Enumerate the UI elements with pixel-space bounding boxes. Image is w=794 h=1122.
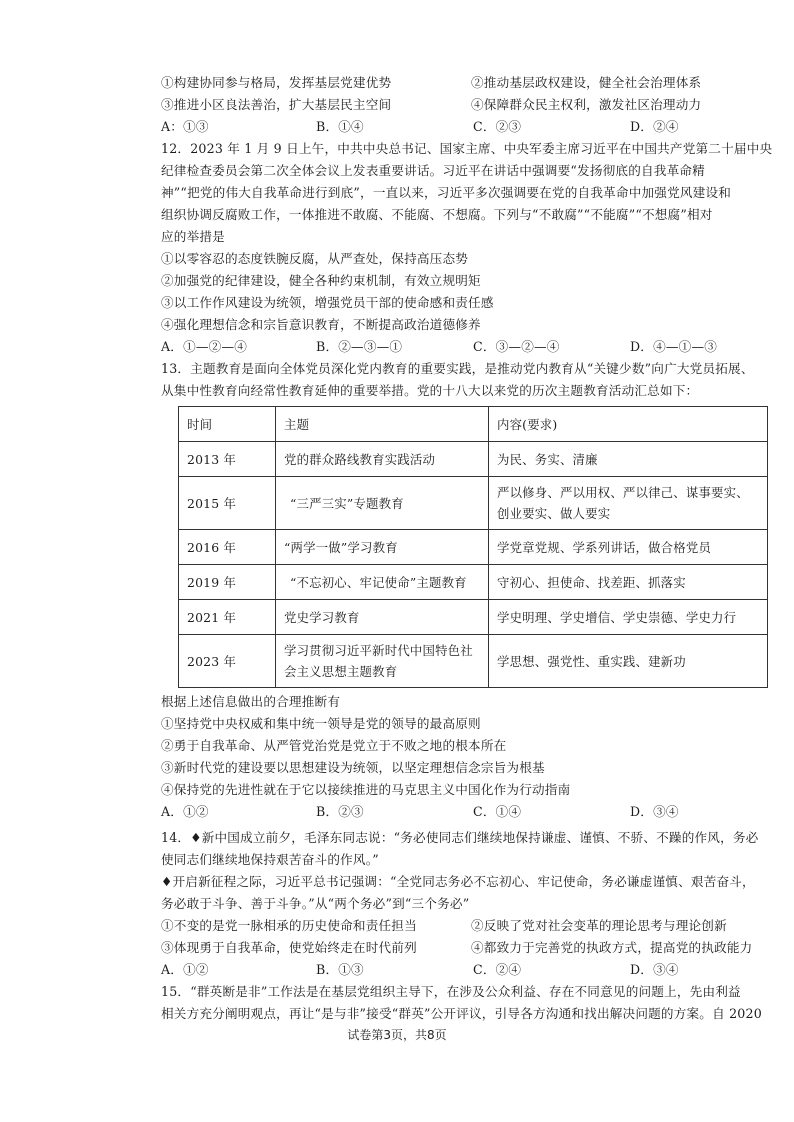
statement: ②加强党的纪律建设，健全各种约束机制，有效立规明矩 [161, 273, 481, 288]
statement-row [161, 915, 773, 937]
option-b: B．②—③—① [316, 339, 403, 354]
cell-time: 2023 年 [179, 635, 276, 688]
question-prompt: 根据上述信息做出的合理推断有 [161, 694, 341, 709]
cell-time: 2015 年 [179, 477, 276, 530]
table-row [179, 442, 768, 477]
cell-content: 学史明理、学史增信、学史崇德、学史力行 [489, 600, 768, 635]
question-stem-line: 务必敢于斗争、善于斗争。”从“两个务必”到“三个务必” [161, 896, 470, 911]
option-c: C．②③ [473, 119, 522, 134]
question-stem-line: ♦开启新征程之际，习近平总书记强调：“全党同志务必不忘初心、牢记使命，务必谦虚谨慎、艰苦奋斗， [161, 874, 755, 889]
question-14 [161, 827, 773, 981]
header-content: 内容(要求) [489, 407, 768, 442]
answer-options [161, 336, 773, 358]
table-row [179, 477, 768, 530]
theme-education-table [178, 406, 768, 688]
table-row [179, 600, 768, 635]
statement: ②推动基层政权建设，健全社会治理体系 [471, 75, 702, 90]
answer-options [161, 801, 773, 823]
statement-row [161, 72, 773, 94]
statement: ③以工作作风建设为统领，增强党员干部的使命感和责任感 [161, 295, 494, 310]
statement: ①以零容忍的态度铁腕反腐，从严查处，保持高压态势 [161, 251, 469, 266]
option-a: A．①—②—④ [161, 339, 248, 354]
table-row [179, 565, 768, 600]
cell-theme: 党史学习教育 [276, 600, 489, 635]
question-stem-line: 15．“群英断是非”工作法是在基层党组织主导下，在涉及公众利益、存在不同意见的问题上，先由利益 [161, 984, 741, 999]
question-stem-line: 相关方充分阐明观点，再让“是与非”接受“群英”公开评议，引导各方沟通和找出解决问题的方案。自 2020 [161, 1006, 762, 1021]
option-b: B．②③ [316, 804, 364, 819]
statement: ③新时代党的建设要以思想建设为统领，以坚定理想信念宗旨为根基 [161, 760, 545, 775]
cell-content: 学党章党规、学系列讲话，做合格党员 [489, 530, 768, 565]
question-stem-line: 应的举措是 [161, 229, 225, 244]
option-c: C．①④ [473, 804, 522, 819]
question-stem-line: 14．♦新中国成立前夕，毛泽东同志说：“务必使同志们继续地保持谦虚、谨慎、不骄、不躁的作风，务必 [161, 830, 759, 845]
header-theme: 主题 [276, 407, 489, 442]
question-12 [161, 138, 773, 358]
question-stem-line: 从集中性教育向经常性教育延伸的重要举措。党的十八大以来党的历次主题教育活动汇总如下： [161, 383, 699, 398]
statement: ④保障群众民主权利，激发社区治理动力 [471, 97, 702, 112]
question-stem-line: 纪律检查委员会第二次全体会议上发表重要讲话。习近平在讲话中强调要“发扬彻底的自我革命精 [161, 163, 705, 178]
option-a: A．①② [161, 962, 209, 977]
option-d: D．②④ [630, 119, 679, 134]
statement: ①不变的是党一脉相承的历史使命和责任担当 [161, 918, 417, 933]
table-row [179, 530, 768, 565]
statement-row [161, 94, 773, 116]
option-d: D．④—①—③ [630, 339, 718, 354]
statement: ①坚持党中央权威和集中统一领导是党的领导的最高原则 [161, 716, 481, 731]
statement: ①构建协同参与格局，发挥基层党建优势 [161, 75, 392, 90]
question-stem-line: 12．2023 年 1 月 9 日上午，中共中央总书记、国家主席、中央军委主席习近平在中国共产党第二十届中央 [161, 141, 773, 156]
question-stem-line: 组织协调反腐败工作，一体推进不敢腐、不能腐、不想腐。下列与“不敢腐”“不能腐”“不想腐”相对 [161, 207, 713, 222]
cell-theme: “两学一做”学习教育 [276, 530, 489, 565]
cell-theme: 学习贯彻习近平新时代中国特色社会主义思想主题教育 [276, 635, 489, 688]
cell-time: 2019 年 [179, 565, 276, 600]
exam-page-content [161, 72, 773, 1025]
answer-options [161, 116, 773, 138]
cell-theme: 党的群众路线教育实践活动 [276, 442, 489, 477]
statement-row [161, 937, 773, 959]
answer-options [161, 959, 773, 981]
question-13 [161, 358, 773, 823]
question-stem-line: 13．主题教育是面向全体党员深化党内教育的重要实践，是推动党内教育从“关键少数”向广大党员拓展、 [161, 361, 754, 376]
statement: ③推进小区良法善治，扩大基层民主空间 [161, 97, 392, 112]
statement: ④都致力于完善党的执政方式，提高党的执政能力 [471, 940, 753, 955]
option-b: B．①③ [316, 962, 364, 977]
statement: ④保持党的先进性就在于它以接续推进的马克思主义中国化作为行动指南 [161, 782, 571, 797]
option-b: B．①④ [316, 119, 364, 134]
table-header-row [179, 407, 768, 442]
option-a: A．①② [161, 804, 209, 819]
option-c: C．③—②—④ [473, 339, 560, 354]
page-footer: 试卷第3页，共8页 [347, 1028, 447, 1042]
statement: ②勇于自我革命、从严管党治党是党立于不败之地的根本所在 [161, 738, 507, 753]
cell-theme: “三严三实”专题教育 [276, 477, 489, 530]
cell-content: 严以修身、严以用权、严以律己、谋事要实、创业要实、做人要实 [489, 477, 768, 530]
option-a: A：①③ [161, 119, 209, 134]
table-row [179, 635, 768, 688]
cell-content: 学思想、强党性、重实践、建新功 [489, 635, 768, 688]
header-time: 时间 [179, 407, 276, 442]
cell-time: 2013 年 [179, 442, 276, 477]
cell-content: 为民、务实、清廉 [489, 442, 768, 477]
question-stem-line: 神”“把党的伟大自我革命进行到底”，一直以来，习近平多次强调要在党的自我革命中加强党风建设和 [161, 185, 732, 200]
statement: ④强化理想信念和宗旨意识教育，不断提高政治道德修养 [161, 317, 481, 332]
question-15 [161, 981, 773, 1025]
question-stem-line: 使同志们继续地保持艰苦奋斗的作风。” [161, 852, 379, 867]
cell-content: 守初心、担使命、找差距、抓落实 [489, 565, 768, 600]
cell-time: 2016 年 [179, 530, 276, 565]
option-c: C．②④ [473, 962, 522, 977]
cell-theme: “不忘初心、牢记使命”主题教育 [276, 565, 489, 600]
question-11-tail [161, 72, 773, 138]
option-d: D．③④ [630, 962, 679, 977]
statement: ③体现勇于自我革命，使党始终走在时代前列 [161, 940, 417, 955]
cell-time: 2021 年 [179, 600, 276, 635]
option-d: D．③④ [630, 804, 679, 819]
statement: ②反映了党对社会变革的理论思考与理论创新 [471, 918, 727, 933]
